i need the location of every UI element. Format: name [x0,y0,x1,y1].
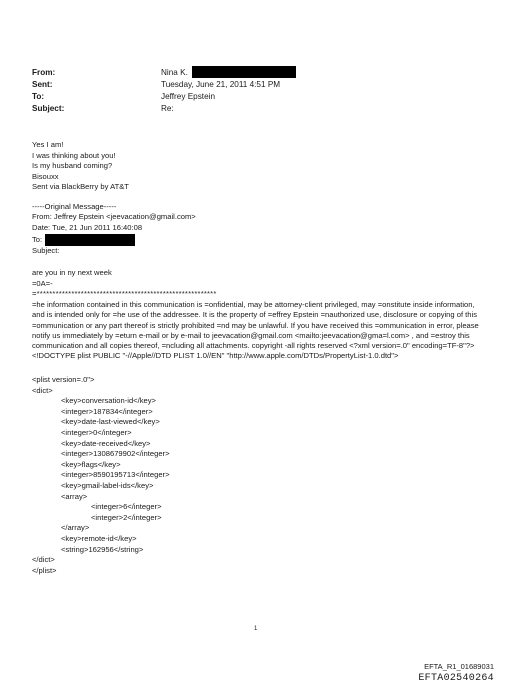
plist-line: </array> [61,523,90,533]
plist-line: <key>conversation-id</key> [61,396,156,406]
message-line: =0A=- [32,279,53,288]
plist-line: <integer>1308679902</integer> [61,449,170,459]
plist-line: <integer>8590195713</integer> [61,470,170,480]
plist-line: <key>remote-id</key> [61,534,137,543]
original-to: To: [32,235,43,244]
from-value: Nina K. [161,68,188,77]
sent-value: Tuesday, June 21, 2011 4:51 PM [161,80,281,89]
reply-line: I was thinking about you! [32,151,116,160]
page-number: 1 [254,626,258,632]
original-from: From: Jeffrey Epstein <jeevacation@gmail.com> [32,212,196,221]
plist-line: <key>gmail-label-ids</key> [61,481,154,490]
from-label: From: [32,68,56,77]
original-subject: Subject: [32,246,60,255]
plist-line: <key>date-last-viewed</key> [61,417,160,427]
plist-line: </dict> [32,555,55,565]
bates-number-primary: EFTA_R1_01689031 [424,662,494,671]
plist-line: <integer>187834</integer> [61,406,153,416]
plist-line: <integer>2</integer> [91,512,162,522]
plist-line: <string>162956</string> [61,544,144,554]
reply-line: Bisouxx [32,172,59,181]
plist-line: <plist version=.0"> [32,375,95,384]
reply-line: Sent via BlackBerry by AT&T [32,182,129,191]
message-line: are you in ny next week [32,268,112,277]
to-value: Jeffrey Epstein [161,92,216,101]
original-separator: -----Original Message----- [32,202,117,211]
sent-label: Sent: [32,80,53,89]
confidentiality-disclaimer: =he information contained in this communication is =onfidential, may be attorney-client privileged, may =onstitute inside information, and is intended only for =he use of the addressee. It is the property of =effrey Epstein =nauthorized use, disclosure or copying of this =ommunication or any part thereof is strictly prohibited =nd may be unlawful. If you have received this =ommunication in error, please notify us immediately by =eturn e-mail or by e-mail to jeevacation@gmail.com <mailto:jeevacation@gma=l.com> , and =estroy this communication and all copies thereof, =ncluding all attachments. copyright -all rights reserved <?xml version=.0" encoding=TF-8"?> <!DOCTYPE plist PUBLIC "-//Apple//DTD PLIST 1.0//EN" "http://www.apple.com/DTDs/PropertyList-1.0.dtd"> [32,300,479,361]
plist-line: <integer>6</integer> [91,502,162,512]
plist-line: <key>date-received</key> [61,438,151,448]
asterisk-divider: =********************************************************* [32,289,217,298]
redaction-bar [45,234,135,246]
to-label: To: [32,92,45,101]
plist-line: <array> [61,491,88,501]
reply-line: Yes I am! [32,140,64,149]
subject-value: Re: [161,104,174,113]
bates-number-secondary: EFTA02540264 [418,673,494,684]
plist-line: <integer>0</integer> [61,428,132,437]
subject-label: Subject: [32,104,65,113]
plist-line: <key>flags</key> [61,459,121,469]
reply-line: Is my husband coming? [32,161,113,170]
plist-line: </plist> [32,565,57,575]
original-date: Date: Tue, 21 Jun 2011 16:40:08 [32,223,143,232]
redaction-bar [192,66,296,78]
plist-line: <dict> [32,385,53,395]
